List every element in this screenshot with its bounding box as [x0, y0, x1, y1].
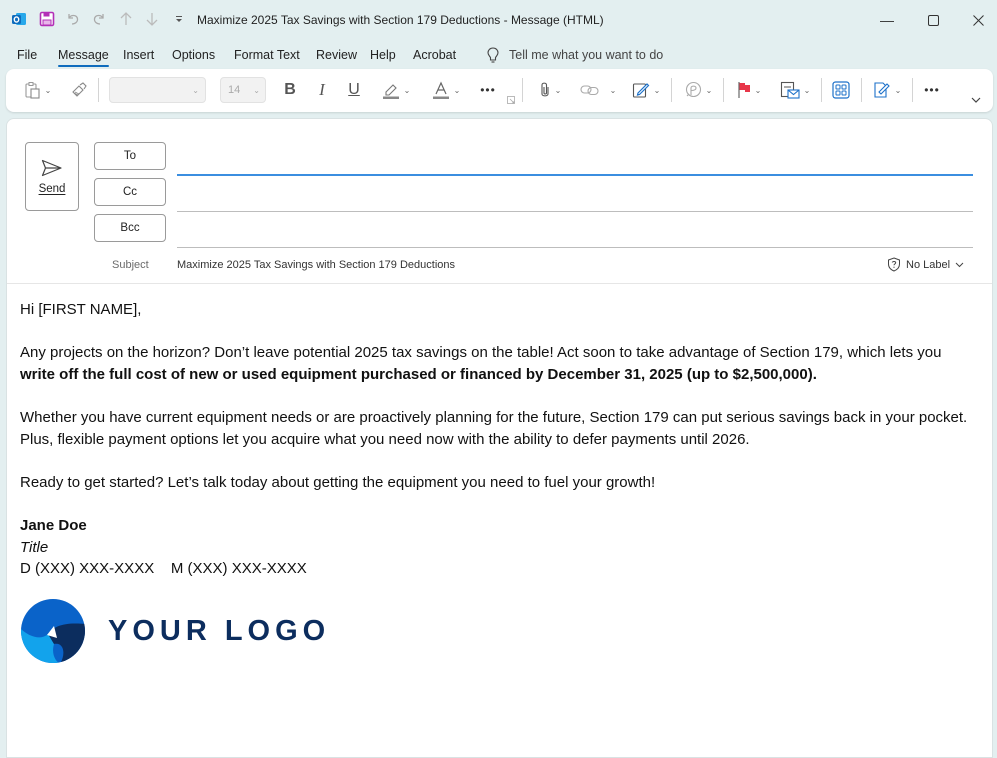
separator [912, 78, 913, 102]
chevron-down-icon: ⌄ [403, 85, 411, 95]
separator [98, 78, 99, 102]
chevron-down-icon [971, 97, 981, 103]
separator [671, 78, 672, 102]
signature-block [20, 515, 970, 580]
body-paragraph-1: Any projects on the horizon? Don’t leave potential 2025 tax savings on the table! Act soon to take advantage of Section 179, which lets you write off the full cost of new or used equipment purchased or financed by December 31, 2025 (up to $2,500,000). [20, 344, 942, 383]
more-font-options-button[interactable]: ••• [480, 83, 496, 97]
bcc-field-underline [177, 247, 973, 248]
chevron-down-icon: ⌄ [453, 85, 461, 95]
signature-icon [632, 81, 650, 99]
chevron-down-icon: ⌄ [705, 85, 713, 95]
separator [821, 78, 822, 102]
flag-icon [737, 81, 751, 99]
to-field-underline [177, 174, 973, 176]
tab-acrobat[interactable]: Acrobat [413, 48, 457, 62]
down-arrow-icon[interactable] [143, 10, 161, 28]
company-logo [20, 598, 330, 664]
ribbon-toolbar [6, 69, 993, 112]
signature-button[interactable] [630, 79, 662, 101]
font-name-combo[interactable] [109, 77, 206, 103]
tab-file[interactable]: File [17, 48, 38, 62]
send-button[interactable] [25, 142, 79, 211]
follow-up-flag-button[interactable] [734, 79, 764, 101]
outlook-app-icon[interactable] [10, 10, 28, 28]
chevron-down-icon: ⌄ [653, 85, 661, 95]
expand-ribbon-button[interactable] [968, 89, 984, 111]
dialog-launcher-icon[interactable] [506, 95, 516, 105]
chevron-down-icon: ⌄ [554, 85, 562, 95]
bold-button[interactable]: B [284, 81, 296, 98]
paperclip-icon [539, 81, 551, 99]
highlight-button[interactable] [376, 79, 416, 101]
bcc-field[interactable] [177, 217, 973, 245]
separator [723, 78, 724, 102]
body-paragraph-1-bold: write off the full cost of new or used equipment purchased or financed by December 31, 2025 (up to $2,500,000). [20, 366, 817, 383]
paste-button[interactable] [20, 79, 56, 101]
undo-icon[interactable] [64, 10, 82, 28]
adobe-sign-button[interactable] [870, 79, 904, 101]
subject-input[interactable]: Maximize 2025 Tax Savings with Section 179 Deductions [177, 259, 456, 271]
inbox-envelope-icon [780, 81, 800, 99]
customize-qat-icon[interactable] [170, 10, 188, 28]
signature-title: Title [20, 538, 49, 556]
chevron-down-icon: ⌄ [609, 85, 617, 95]
tab-options[interactable]: Options [172, 48, 216, 62]
copilot-icon [684, 81, 702, 99]
signature-phones: D (XXX) XXX-XXXX M (XXX) XXX-XXXX [20, 560, 307, 577]
chevron-down-icon: ⌄ [253, 85, 260, 95]
tab-format-text[interactable]: Format Text [234, 48, 300, 62]
chevron-down-icon [955, 262, 964, 268]
maximize-button[interactable] [918, 8, 948, 32]
cc-button[interactable]: Cc [94, 178, 166, 206]
body-paragraph-3: Ready to get started? Let’s talk today about getting the equipment you need to fuel your growth! [20, 474, 656, 491]
font-size-combo[interactable]: 14 ⌄ [220, 77, 266, 103]
redo-icon[interactable] [90, 10, 108, 28]
chevron-down-icon: ⌄ [44, 85, 52, 95]
lightbulb-icon [487, 47, 499, 63]
font-color-button[interactable] [426, 79, 466, 101]
title-bar [0, 0, 997, 40]
send-icon [41, 159, 63, 177]
minimize-button[interactable]: — [880, 12, 894, 28]
chevron-down-icon: ⌄ [803, 85, 811, 95]
signature-name: Jane Doe [20, 517, 87, 534]
header-divider [7, 283, 992, 284]
chevron-down-icon: ⌄ [754, 85, 762, 95]
tab-review[interactable]: Review [316, 48, 357, 62]
cc-field[interactable] [177, 181, 973, 209]
paintbrush-icon [71, 82, 87, 98]
send-label: Send [38, 182, 66, 195]
close-button[interactable] [963, 8, 993, 32]
link-button[interactable] [578, 79, 618, 101]
copilot-button[interactable] [682, 79, 714, 101]
apps-grid-icon [832, 81, 850, 99]
cc-field-underline [177, 211, 973, 212]
italic-button[interactable]: I [319, 80, 325, 99]
font-color-icon [432, 81, 450, 99]
link-icon [580, 83, 600, 97]
bcc-button[interactable]: Bcc [94, 214, 166, 242]
sensitivity-label-button[interactable]: No Label [887, 257, 964, 272]
to-field[interactable] [177, 145, 973, 173]
logo-text: YOUR LOGO [108, 614, 331, 647]
document-sign-icon [873, 81, 891, 99]
save-icon[interactable] [38, 10, 56, 28]
attach-file-button[interactable] [534, 79, 566, 101]
message-body[interactable] [20, 299, 970, 580]
underline-button[interactable]: U [348, 81, 360, 98]
logo-mark-icon [20, 598, 86, 664]
body-paragraph-2: Whether you have current equipment needs or are proactively planning for the future, Section 179 can put serious savings back in your pocket. Plus, flexible payment options let you acquire what you need now with the ability to defer payments until 2026. [20, 409, 968, 448]
shield-question-icon [887, 257, 901, 272]
chevron-down-icon: ⌄ [192, 85, 199, 95]
more-commands-button[interactable]: ••• [924, 83, 940, 97]
tab-insert[interactable]: Insert [123, 48, 155, 62]
apps-button[interactable] [830, 79, 852, 101]
tell-me-search[interactable] [487, 47, 663, 63]
format-painter-button[interactable] [68, 79, 90, 101]
highlighter-icon [382, 81, 400, 99]
subject-label: Subject [112, 259, 149, 271]
compose-pane [6, 118, 993, 758]
save-to-folder-button[interactable] [778, 79, 812, 101]
separator [522, 78, 523, 102]
tell-me-label: Tell me what you want to do [509, 48, 664, 62]
clipboard-icon [25, 81, 41, 99]
tab-message[interactable]: Message [58, 48, 109, 62]
window-title: Maximize 2025 Tax Savings with Section 179 Deductions - Message (HTML) [197, 13, 604, 27]
greeting: Hi [FIRST NAME], [20, 301, 142, 318]
to-button[interactable]: To [94, 142, 166, 170]
tab-help[interactable]: Help [370, 48, 396, 62]
up-arrow-icon[interactable] [117, 10, 135, 28]
chevron-down-icon: ⌄ [894, 85, 902, 95]
separator [861, 78, 862, 102]
